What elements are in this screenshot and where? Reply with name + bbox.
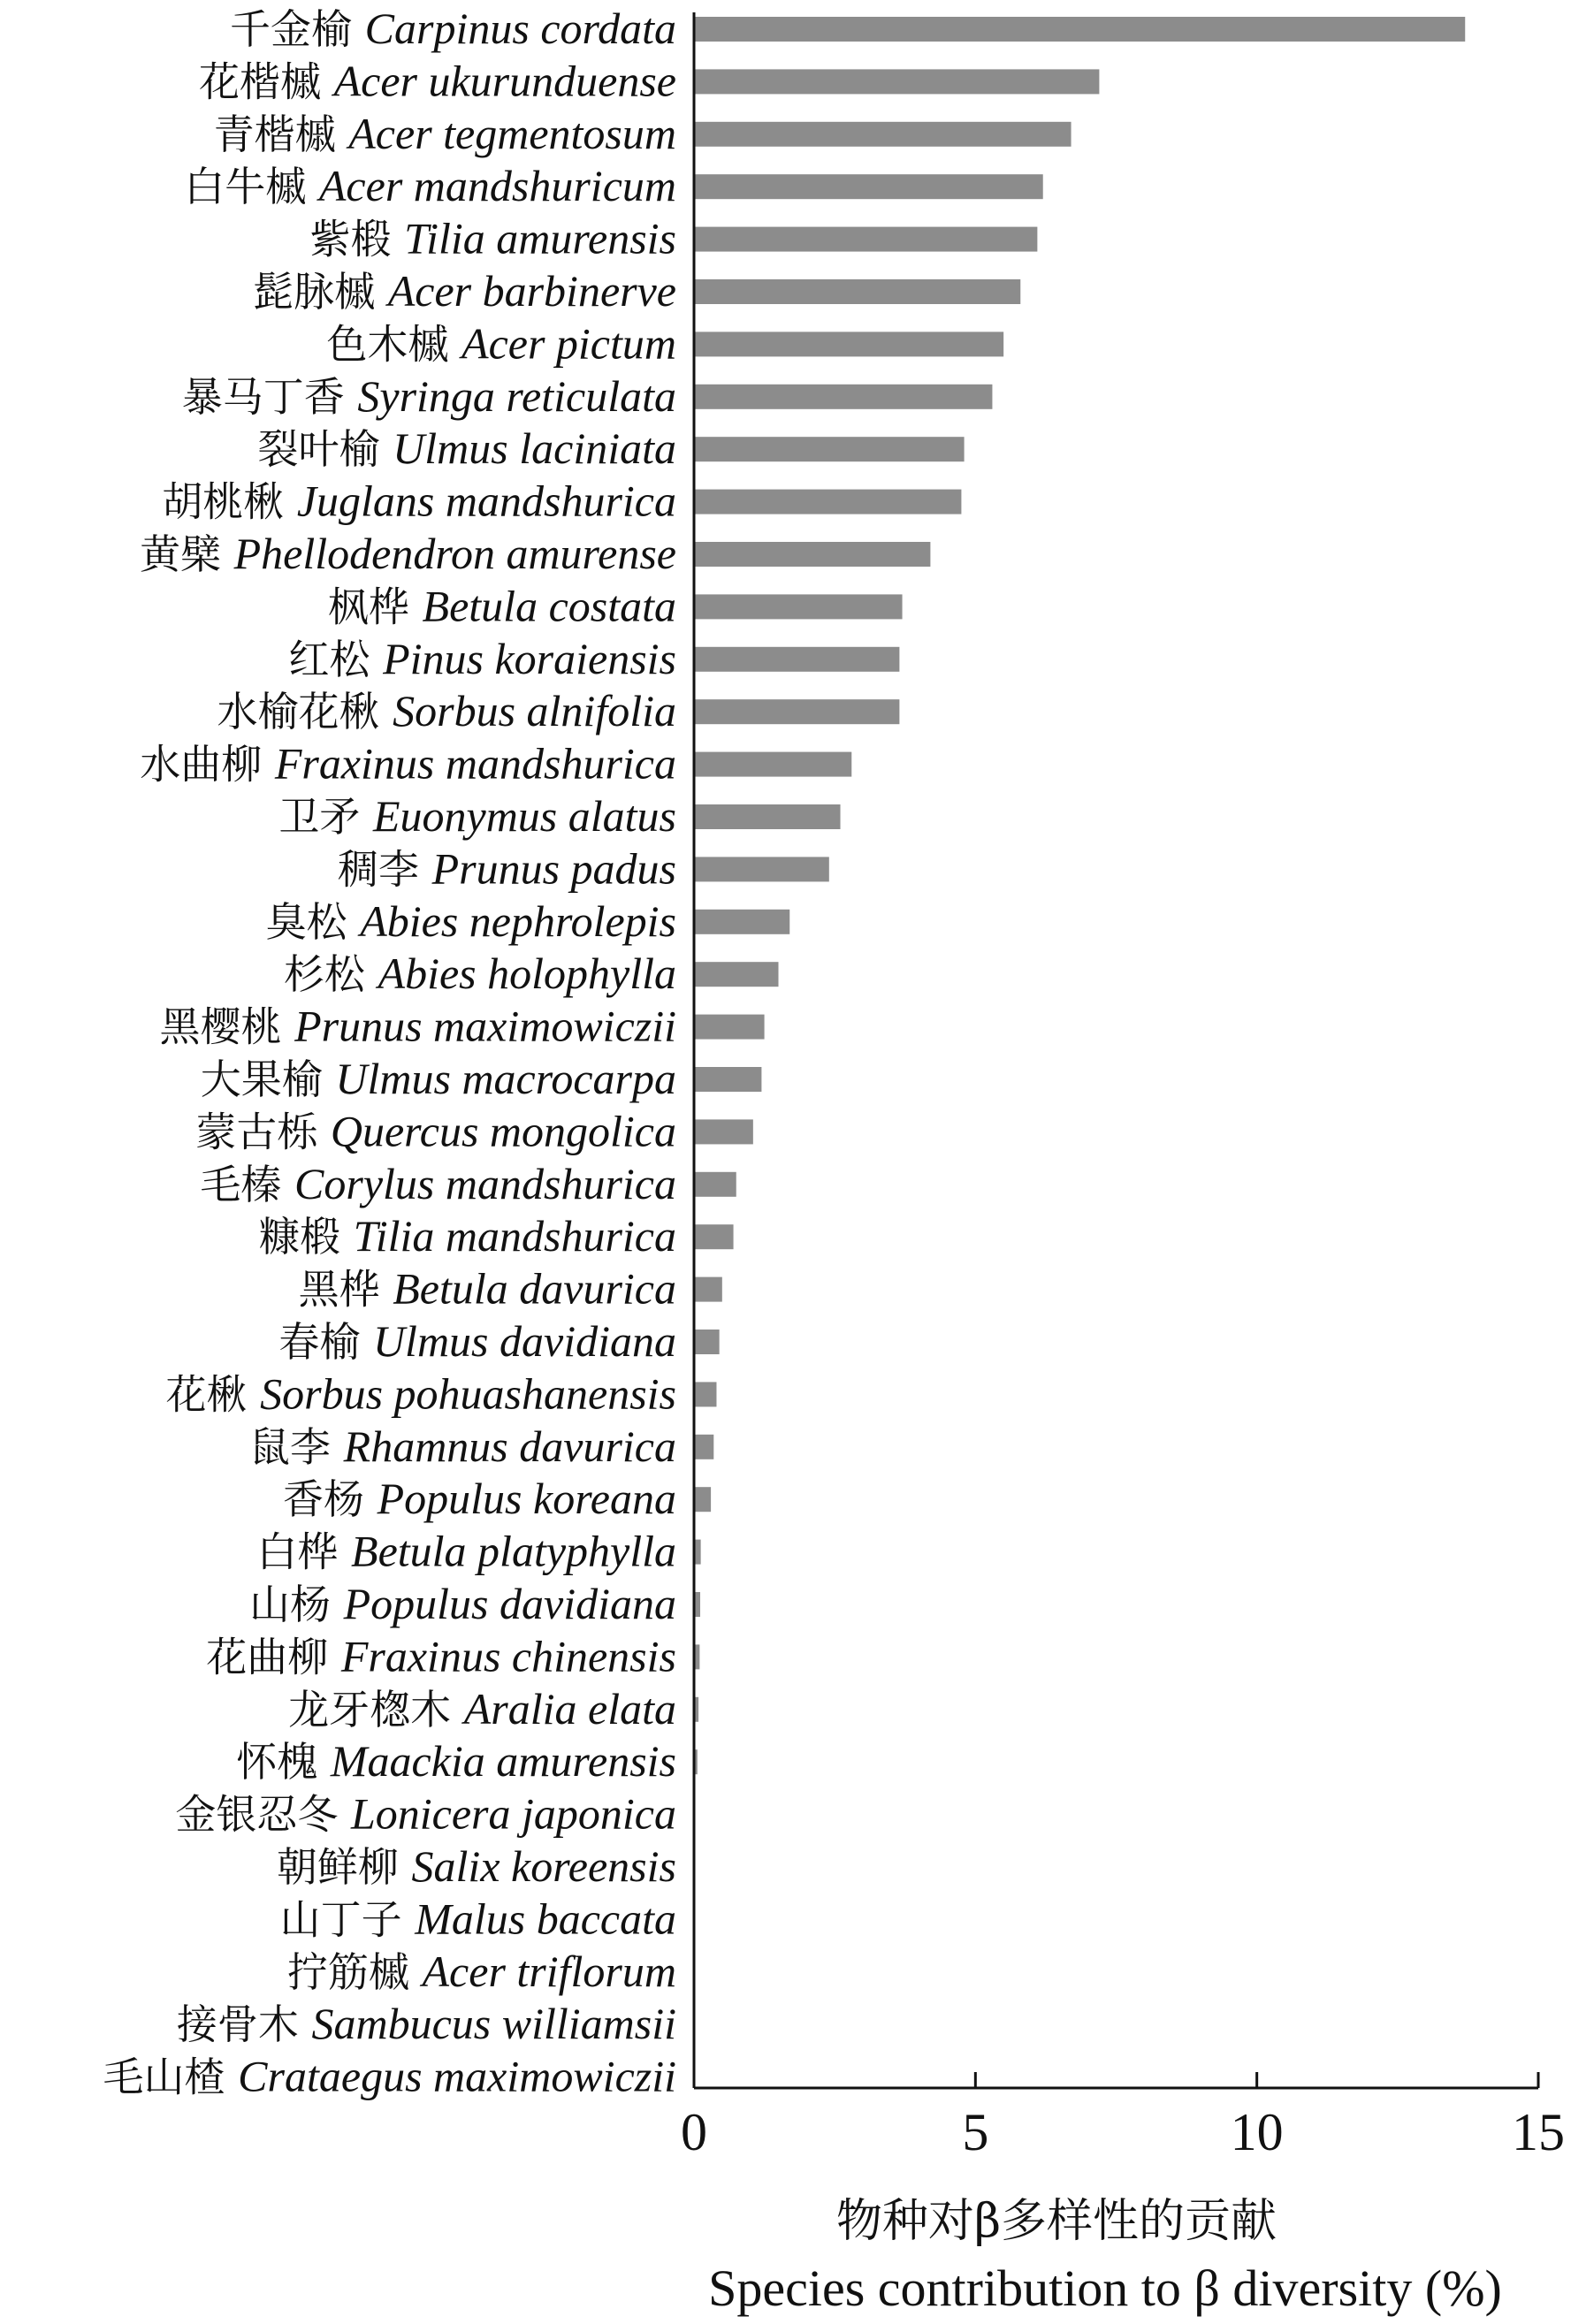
category-label-scientific: Fraxinus mandshurica <box>274 738 676 789</box>
category-label <box>249 1421 676 1471</box>
category-label-scientific: Prunus padus <box>431 843 676 894</box>
x-tick-label: 5 <box>962 2103 989 2161</box>
category-label-chinese: 香杨 <box>282 1475 377 1524</box>
bar <box>694 1330 720 1354</box>
category-label-chinese: 千金榆 <box>230 5 365 53</box>
category-label-scientific: Corylus mandshurica <box>294 1158 676 1208</box>
category-label <box>278 1316 676 1366</box>
bar <box>694 69 1099 94</box>
category-label-chinese: 山杨 <box>249 1581 344 1628</box>
category-label-scientific: Carpinus cordata <box>364 4 676 53</box>
category-label-chinese: 卫矛 <box>278 793 373 841</box>
category-label <box>338 843 676 893</box>
category-label-scientific: Acer triflorum <box>422 1946 676 1996</box>
category-label-scientific: Aralia elata <box>463 1683 676 1733</box>
category-label-chinese: 色木槭 <box>326 320 462 369</box>
category-label-chinese: 杉松 <box>283 950 378 999</box>
category-label-scientific: Sambucus williamsii <box>311 1999 676 2049</box>
x-tick-label: 15 <box>1512 2103 1565 2161</box>
category-label-scientific: Phellodendron amurense <box>233 529 676 578</box>
category-label <box>206 1631 676 1680</box>
bar <box>694 227 1037 252</box>
category-label <box>103 2052 676 2101</box>
category-label-scientific: Tilia mandshurica <box>353 1211 676 1261</box>
category-label-scientific: Crataegus maximowiczii <box>238 2051 676 2101</box>
category-label-scientific: Ulmus laciniata <box>393 423 676 474</box>
category-label-scientific: Abies holophylla <box>377 949 676 999</box>
category-label-scientific: Ulmus macrocarpa <box>335 1054 676 1103</box>
category-label-scientific: Populus davidiana <box>343 1579 676 1628</box>
bar <box>694 1172 736 1197</box>
category-label <box>230 4 676 53</box>
bar <box>694 542 930 567</box>
category-label <box>299 1264 676 1314</box>
category-label-chinese: 花楸 <box>165 1370 261 1419</box>
category-labels <box>103 4 676 2101</box>
category-label-chinese: 稠李 <box>337 845 432 894</box>
category-label-scientific: Fraxinus chinensis <box>340 1631 676 1681</box>
bar <box>694 804 841 829</box>
category-label <box>201 1054 676 1103</box>
bar <box>694 174 1043 199</box>
category-label <box>253 266 676 316</box>
category-label-scientific: Sorbus pohuashanensis <box>260 1368 676 1419</box>
category-label-chinese: 大果榆 <box>200 1055 336 1103</box>
bar <box>694 857 829 881</box>
bar <box>694 1487 711 1512</box>
category-label-chinese: 鼠李 <box>249 1422 344 1471</box>
category-label <box>217 686 677 735</box>
category-label-chinese: 接骨木 <box>176 2000 312 2049</box>
category-label-chinese: 龙牙楤木 <box>288 1685 464 1733</box>
category-label-scientific: Acer barbinerve <box>387 266 676 316</box>
category-label-scientific: Pinus koraiensis <box>383 633 676 683</box>
bar <box>694 17 1465 42</box>
category-label-scientific: Betula platyphylla <box>351 1526 676 1576</box>
category-label-chinese: 花楷槭 <box>198 57 334 106</box>
bar <box>694 437 965 461</box>
category-label-chinese: 毛山楂 <box>103 2053 239 2101</box>
axes <box>694 12 1538 2088</box>
category-label <box>288 634 676 683</box>
category-label <box>249 1579 676 1628</box>
category-label <box>177 1999 676 2048</box>
category-label <box>184 161 676 210</box>
category-label-chinese: 白牛槭 <box>184 163 319 211</box>
category-label-chinese: 红松 <box>288 635 384 683</box>
category-label-scientific: Juglans mandshurica <box>296 476 676 526</box>
bar <box>694 594 903 619</box>
category-label <box>309 214 676 263</box>
bar <box>694 331 1003 356</box>
category-label-chinese: 花曲柳 <box>206 1633 341 1681</box>
bar <box>694 490 961 514</box>
category-label-chinese: 金银忍冬 <box>175 1790 351 1839</box>
bar <box>694 699 899 724</box>
category-label-chinese: 水曲柳 <box>140 740 275 789</box>
category-label-chinese: 胡桃楸 <box>162 477 297 526</box>
category-label-scientific: Betula costata <box>422 581 676 631</box>
category-label-scientific: Ulmus davidiana <box>372 1316 676 1366</box>
category-label <box>182 371 676 421</box>
category-label-chinese: 拧筋槭 <box>286 1947 423 1996</box>
category-label-chinese: 紫椴 <box>309 215 405 263</box>
bar <box>694 1224 734 1249</box>
category-label-chinese: 春榆 <box>278 1318 373 1366</box>
bar <box>694 1277 722 1302</box>
category-label-scientific: Populus koreana <box>377 1474 676 1524</box>
category-label-chinese: 蒙古栎 <box>195 1108 331 1156</box>
category-label-chinese: 山丁子 <box>279 1895 416 1944</box>
category-label <box>175 1789 676 1839</box>
bar <box>694 1435 713 1459</box>
category-label-chinese: 黑桦 <box>298 1265 393 1314</box>
category-label-scientific: Maackia amurensis <box>330 1736 676 1787</box>
category-label <box>200 1159 676 1208</box>
category-label-chinese: 朝鲜柳 <box>276 1843 412 1891</box>
category-label-chinese: 怀槐 <box>236 1738 331 1787</box>
bar <box>694 910 789 934</box>
category-label-chinese: 臭松 <box>265 897 361 946</box>
category-label <box>284 949 676 998</box>
category-label-scientific: Salix koreensis <box>411 1841 676 1891</box>
category-label-scientific: Acer mandshuricum <box>318 161 676 211</box>
bar <box>694 1382 716 1406</box>
bar <box>694 385 992 409</box>
category-label-chinese: 裂叶榆 <box>257 425 393 474</box>
x-axis-ticks <box>681 2072 1565 2161</box>
category-label-scientific: Quercus mongolica <box>330 1106 676 1156</box>
category-label <box>214 109 676 158</box>
category-label-chinese: 水榆花楸 <box>217 688 393 736</box>
category-label <box>278 791 676 841</box>
category-label-scientific: Tilia amurensis <box>404 213 676 263</box>
category-label <box>266 896 676 946</box>
category-label <box>280 1893 676 1943</box>
bar <box>694 752 851 777</box>
category-label <box>288 1684 676 1733</box>
category-label <box>259 1211 676 1261</box>
category-label-scientific: Acer ukurunduense <box>333 56 676 106</box>
bar <box>694 647 899 672</box>
category-label <box>166 1368 677 1418</box>
category-label-chinese: 髭脉槭 <box>253 268 388 316</box>
x-tick-label: 10 <box>1230 2103 1284 2161</box>
category-label-scientific: Acer tegmentosum <box>348 108 676 158</box>
category-label <box>195 1106 676 1155</box>
bar <box>694 122 1071 147</box>
category-label <box>159 1002 676 1051</box>
category-label <box>199 56 676 105</box>
bars-layer <box>694 17 1465 1774</box>
category-label-scientific: Euonymus alatus <box>372 791 676 841</box>
category-label <box>326 318 676 368</box>
category-label <box>258 423 676 473</box>
category-label-chinese: 暴马丁香 <box>181 372 358 421</box>
category-label <box>140 739 676 789</box>
bar <box>694 1015 765 1040</box>
category-label-scientific: Abies nephrolepis <box>360 895 676 946</box>
category-label-chinese: 糠椴 <box>259 1213 354 1261</box>
bar <box>694 1067 761 1092</box>
bar <box>694 279 1020 304</box>
category-label <box>287 1947 676 1996</box>
category-label-chinese: 毛榛 <box>200 1160 295 1208</box>
category-label <box>236 1736 676 1786</box>
category-label-scientific: Betula davurica <box>393 1263 676 1314</box>
category-label-scientific: Acer pictum <box>461 318 676 369</box>
category-label-scientific: Rhamnus davurica <box>343 1421 676 1471</box>
category-label <box>277 1841 676 1891</box>
x-axis-title-english: Species contribution to β diversity (%) <box>708 2259 1502 2317</box>
category-label-scientific: Sorbus alnifolia <box>393 686 676 736</box>
bar <box>694 962 779 987</box>
category-label-chinese: 枫桦 <box>327 583 423 631</box>
category-label <box>140 529 676 578</box>
category-label-scientific: Lonicera japonica <box>350 1788 676 1839</box>
category-label <box>328 581 676 630</box>
bar <box>694 1119 753 1144</box>
category-label <box>283 1474 676 1523</box>
category-label-scientific: Malus baccata <box>415 1893 676 1944</box>
category-label <box>256 1527 676 1576</box>
category-label-scientific: Prunus maximowiczii <box>294 1001 676 1051</box>
category-label-chinese: 青楷槭 <box>213 110 349 158</box>
category-label-scientific: Syringa reticulata <box>357 370 676 421</box>
category-label-chinese: 白桦 <box>256 1528 352 1576</box>
x-axis-title-chinese: 物种对β多样性的贡献 <box>835 2195 1277 2248</box>
category-label-chinese: 黄檗 <box>140 530 234 578</box>
category-label <box>162 476 676 526</box>
category-label-chinese: 黑樱桃 <box>159 1002 295 1051</box>
x-tick-label: 0 <box>681 2103 707 2161</box>
